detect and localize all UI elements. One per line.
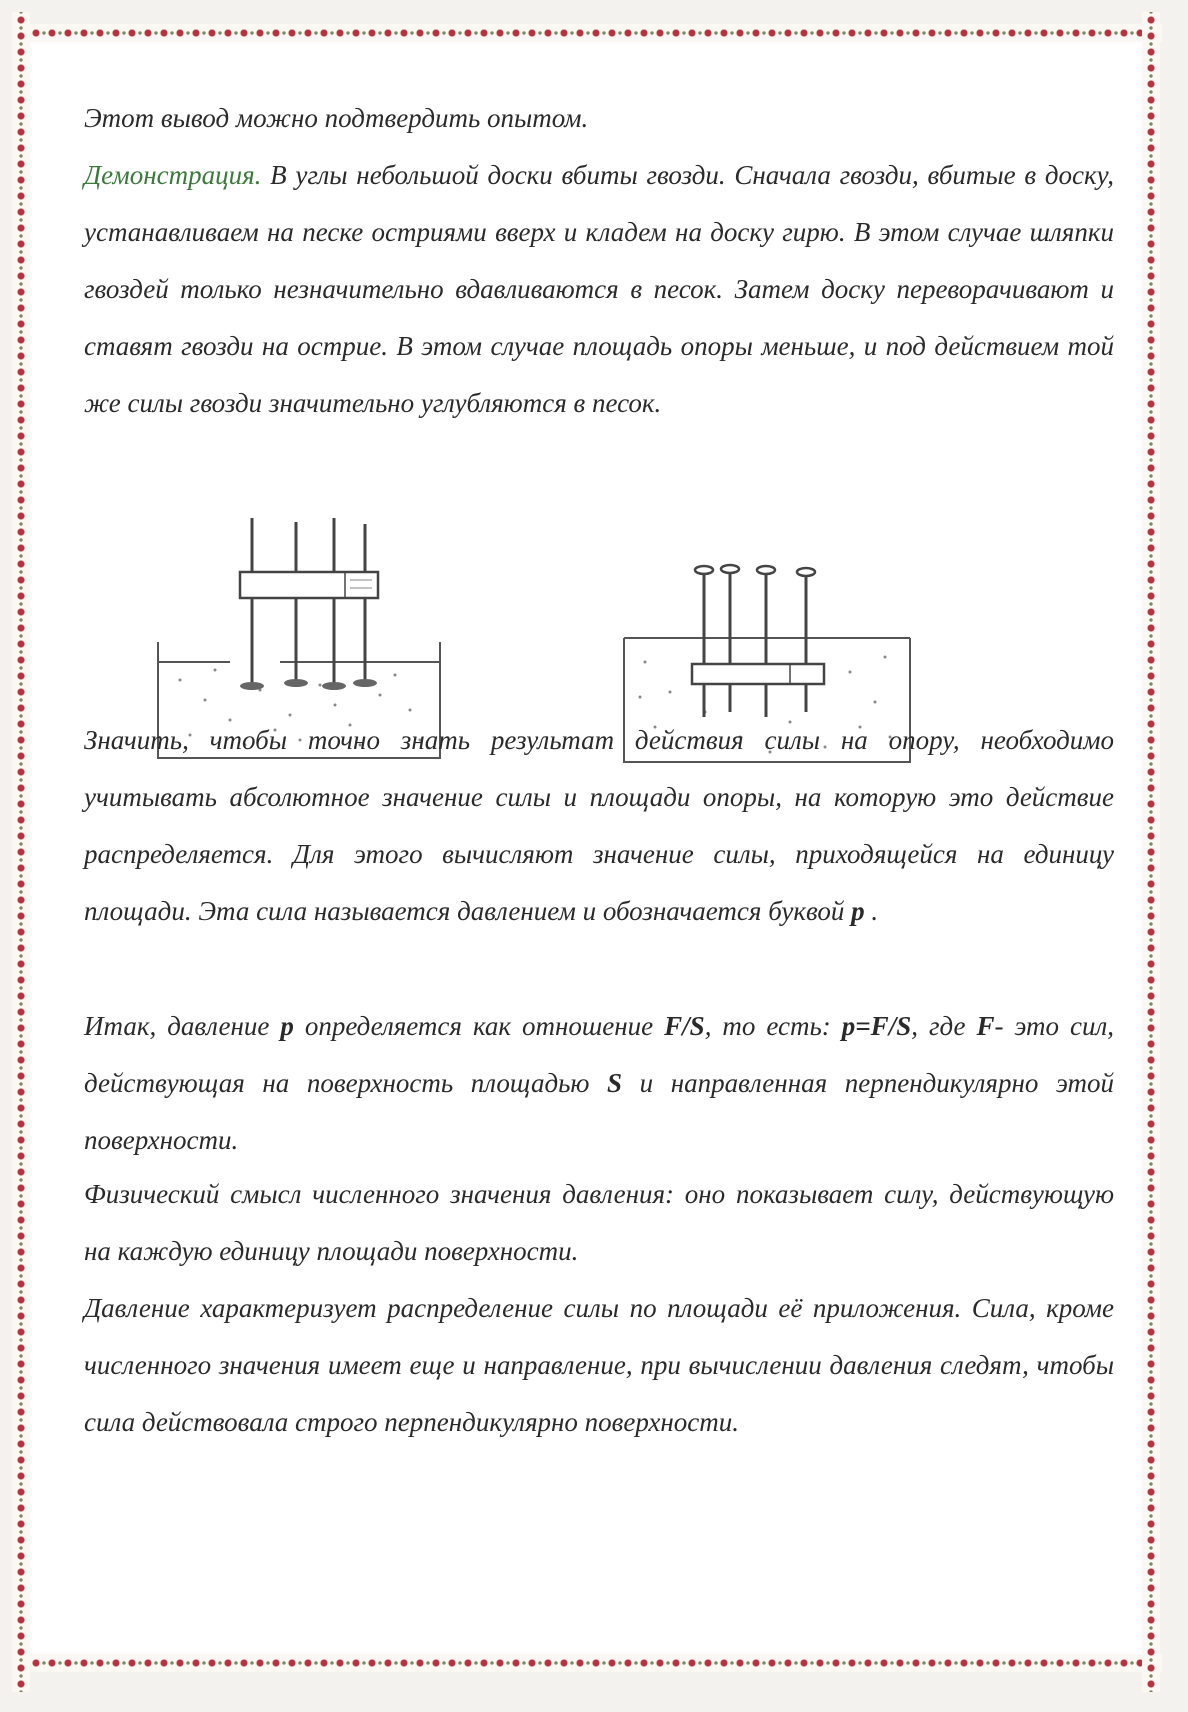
ornamental-border-bottom — [12, 1654, 1162, 1672]
conclusion-text: Значить, чтобы точно знать результат действия силы на опору, необходимо учитывать абсолютное значение силы и площади опоры, на которую это действие распределяется. Для этого вычисляют значение силы, приходящейся на единицу площади. Эта сила называется давлением и обозначается буквой — [84, 725, 1114, 926]
board — [240, 572, 378, 598]
conclusion-end: . — [864, 896, 879, 926]
definition-text-b: определяется как отношение — [293, 1011, 665, 1041]
ornamental-border-left — [12, 12, 30, 1692]
definition-text-a: Итак, давление — [84, 1011, 281, 1041]
paragraph-conclusion — [84, 712, 1114, 940]
paragraph-definition — [84, 998, 1114, 1169]
ratio-f-over-s: F/S — [664, 1011, 705, 1041]
definition-text-d: , где — [911, 1011, 977, 1041]
demonstration-text: В углы небольшой доски вбиты гвозди. Сначала гвозди, вбитые в доску, устанавливаем на песке остриями вверх и кладем на доску гирю. В этом случае шляпки гвоздей только незначительно вдавливаются в песок. Затем доску переворачивают и ставят гвозди на острие. В этом случае площадь опоры меньше, и под действием той же силы гвозди значительно углубляются в песок. — [84, 160, 1114, 418]
pressure-formula: p=F/S — [841, 1011, 912, 1041]
paragraph-physical-meaning — [84, 1166, 1114, 1280]
symbol-p: p — [280, 1011, 294, 1041]
demonstration-label: Демонстрация. — [84, 160, 262, 190]
symbol-f: F — [976, 1011, 995, 1041]
symbol-s: S — [607, 1068, 623, 1098]
ornamental-border-right — [1142, 12, 1160, 1692]
paragraph-characteristics — [84, 1280, 1114, 1451]
ornamental-border-top — [12, 24, 1162, 42]
definition-text-f: и направленная перпендикулярно этой поверхности. — [84, 1068, 1114, 1155]
paragraph-demonstration — [84, 147, 1114, 432]
intro-text: Этот вывод можно подтвердить опытом. — [84, 103, 589, 133]
characteristics-text: Давление характеризует распределение силы по площади её приложения. Сила, кроме численного значения имеет еще и направление, при вычислении давления следят, чтобы сила действовала строго перпендикулярно поверхности. — [84, 1293, 1114, 1437]
pressure-symbol: p — [851, 896, 865, 926]
physical-meaning-text: Физический смысл численного значения давления: оно показывает силу, действующую на каждую единицу площади поверхности. — [84, 1179, 1114, 1266]
paragraph-intro — [84, 90, 1114, 147]
board — [692, 664, 824, 684]
definition-text-c: , то есть: — [704, 1011, 842, 1041]
definition-text-e: - это сил, действующая на поверхность площадью — [84, 1011, 1114, 1098]
